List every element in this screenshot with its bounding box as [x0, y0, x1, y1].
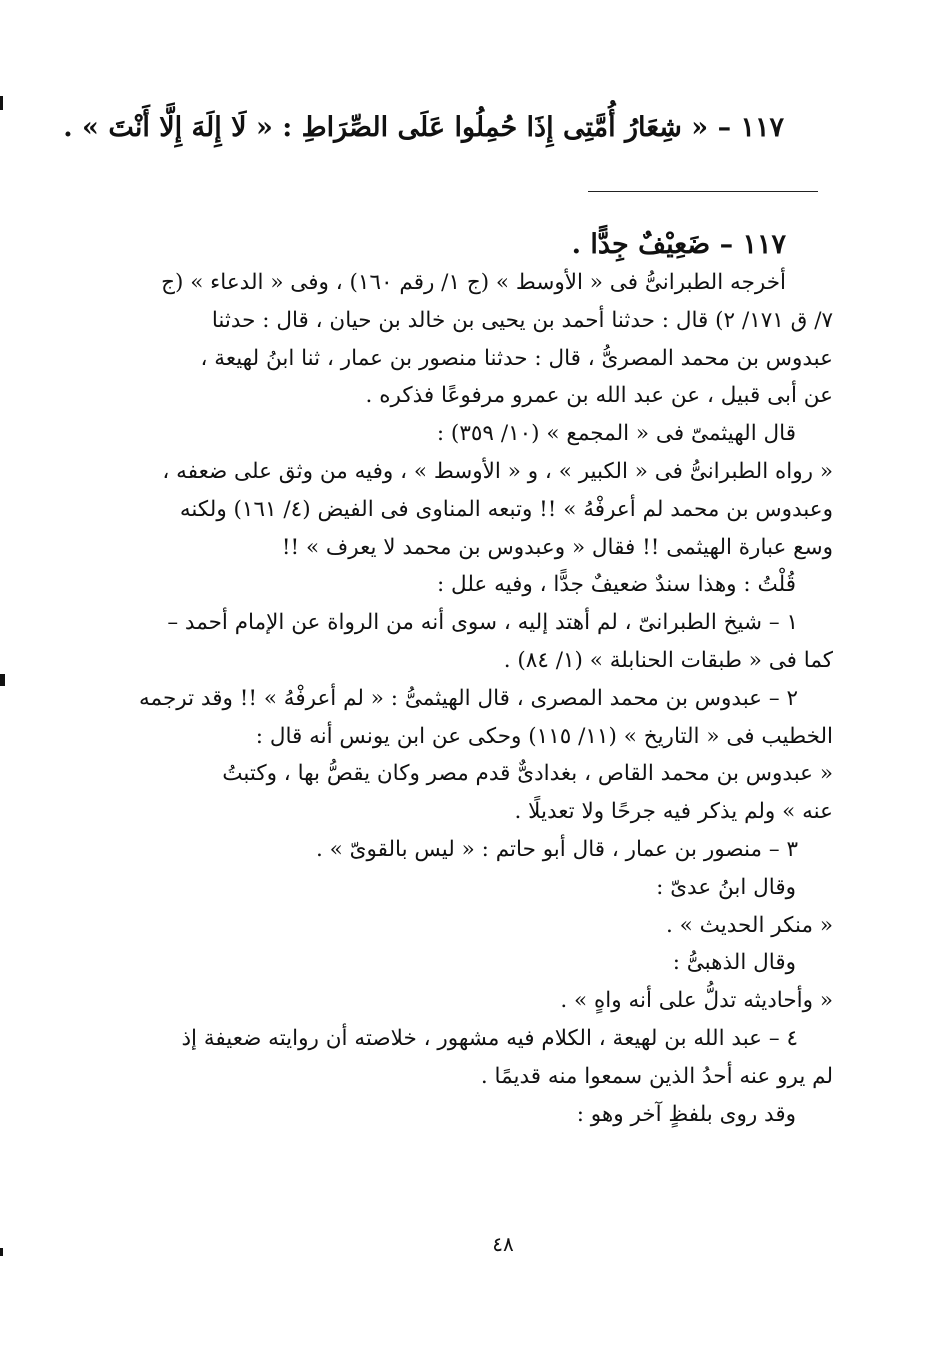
text-line: عبدوس بن محمد المصریُّ ، قال : حدثنا منصور بن عمار ، ثنا ابنُ لهیعة ،: [200, 345, 833, 371]
hadith-header: ١١٧ – « شِعَارُ أُمَّتِى إِذَا حُمِلُوا عَلَى الصِّرَاطِ : « لَا إِلَهَ إِلَّا أَنْتَ » .: [63, 112, 784, 143]
text-line: كما فی « طبقات الحنابلة » (١/ ٨٤) .: [503, 648, 833, 673]
text-line: ٧/ ق ١٧١/ ٢) قال : حدثنا أحمد بن یحیى بن خالد بن حیان ، قال : حدثنا: [211, 307, 833, 333]
text-line: « رواه الطبرانیُّ فی « الكبیر » ، و « الأوسط » ، وفیه من وثق على ضعفه ،: [162, 459, 833, 484]
text-line: أخرجه الطبرانیُّ فی « الأوسط » (ج ١/ رقم ١٦٠) ، وفی « الدعاء » (ج: [161, 270, 786, 295]
page-number: ٤٨: [492, 1232, 514, 1256]
scan-mark: [0, 674, 5, 686]
text-line: وسع عبارة الهیثمی !! فقال « وعبدوس بن محمد لا یعرف » !!: [281, 534, 833, 560]
text-line: وعبدوس بن محمد لم أعرفْهُ » !! وتبعه المناوی فی الفیض (٤/ ١٦١) ولكنه: [179, 496, 833, 522]
text-line: عن أبی قبیل ، عن عبد الله بن عمرو مرفوعًا فذكره .: [365, 383, 833, 409]
text-line: وقال ابنُ عدیّ :: [656, 874, 796, 900]
text-line: وقد روى بلفظٍ آخر وهو :: [576, 1101, 796, 1127]
text-line: « عبدوس بن محمد القاص ، بغدادیٌّ قدم مصر وكان یقصُّ بها ، وكتبتُ: [222, 761, 833, 787]
text-line: « وأحادیثه تدلُّ على أنه واهٍ » .: [560, 988, 833, 1014]
text-line: قال الهیثمیّ فی « المجمع » (١٠/ ٣٥٩) :: [436, 421, 796, 447]
section-heading: ١١٧ – ضَعِيْفٌ جِدًّا .: [571, 229, 786, 260]
text-line: ١ – شیخ الطبرانیّ ، لم أهتد إلیه ، سوى أنه من الرواة عن الإمام أحمد –: [167, 610, 798, 636]
text-line: قُلْتُ : وهذا سندٌ ضعیفٌ جدًّا ، وفیه علل :: [436, 572, 796, 598]
section-divider: [588, 191, 818, 192]
text-line: ٢ – عبدوس بن محمد المصری ، قال الهیثمیُّ : « لم أعرفْهُ » !! وقد ترجمه: [139, 685, 798, 711]
text-line: لم یرو عنه أحدُ الذین سمعوا منه قدیمًا .: [480, 1063, 833, 1089]
text-line: « منكر الحدیث » .: [665, 912, 833, 938]
text-line: ٣ – منصور بن عمار ، قال أبو حاتم : « لیس بالقویّ » .: [316, 837, 798, 862]
text-line: وقال الذهبیُّ :: [672, 950, 796, 976]
scan-mark: [0, 1248, 3, 1256]
scan-mark: [0, 96, 3, 110]
text-line: الخطیب فی « التاریخ » (١١/ ١١٥) وحكى عن ابن یونس أنه قال :: [255, 723, 833, 749]
text-line: ٤ – عبد الله بن لهیعة ، الكلام فیه مشهور ، خلاصته أن روایته ضعیفة إذ: [181, 1026, 798, 1051]
text-line: عنه » ولم یذكر فیه جرحًا ولا تعدیلًا .: [514, 799, 833, 825]
